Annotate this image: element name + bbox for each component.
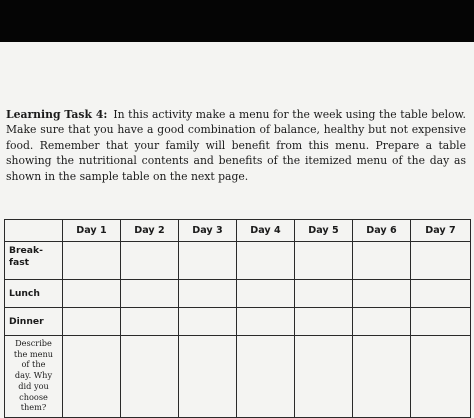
breakfast-row [5, 242, 471, 280]
row-label-dinner: Dinner [5, 308, 63, 336]
menu-cell[interactable] [179, 336, 237, 418]
top-black-bar [0, 0, 474, 42]
describe-row [5, 336, 471, 418]
menu-cell[interactable] [237, 280, 295, 308]
menu-cell[interactable] [179, 280, 237, 308]
task-body: In this activity make a menu for the week using the table below. Make sure that you have a good combination of balance, healthy but not expensive food. Remember that your family will benefit from this menu. Prepare a table showing the nutritional contents and benefits of the itemized menu of the day as shown in the sample table on the next page. [6, 108, 466, 183]
menu-cell[interactable] [63, 242, 121, 280]
row-label-lunch: Lunch [5, 280, 63, 308]
menu-cell[interactable] [411, 336, 471, 418]
menu-cell[interactable] [63, 336, 121, 418]
menu-cell[interactable] [237, 308, 295, 336]
menu-cell[interactable] [121, 280, 179, 308]
menu-cell[interactable] [353, 280, 411, 308]
day-header: Day 2 [121, 220, 179, 242]
task-title: Learning Task 4: [6, 108, 108, 121]
day-header: Day 1 [63, 220, 121, 242]
day-header: Day 7 [411, 220, 471, 242]
menu-cell[interactable] [295, 280, 353, 308]
menu-cell[interactable] [353, 242, 411, 280]
weekly-menu-table [4, 219, 471, 418]
menu-cell[interactable] [121, 242, 179, 280]
menu-cell[interactable] [353, 336, 411, 418]
lunch-row [5, 280, 471, 308]
menu-cell[interactable] [411, 242, 471, 280]
menu-cell[interactable] [237, 242, 295, 280]
row-label-describe: Describe the menu of the day. Why did you choose them? [5, 336, 63, 418]
menu-cell[interactable] [121, 308, 179, 336]
day-header: Day 3 [179, 220, 237, 242]
menu-cell[interactable] [63, 308, 121, 336]
row-label-breakfast: Break- fast [5, 242, 63, 280]
menu-cell[interactable] [295, 336, 353, 418]
menu-cell[interactable] [237, 336, 295, 418]
header-corner-cell [5, 220, 63, 242]
menu-cell[interactable] [63, 280, 121, 308]
day-header: Day 6 [353, 220, 411, 242]
menu-cell[interactable] [411, 308, 471, 336]
menu-cell[interactable] [179, 242, 237, 280]
learning-task-instructions [6, 107, 466, 184]
dinner-row [5, 308, 471, 336]
menu-cell[interactable] [411, 280, 471, 308]
menu-cell[interactable] [353, 308, 411, 336]
menu-cell[interactable] [121, 336, 179, 418]
menu-cell[interactable] [179, 308, 237, 336]
day-header: Day 5 [295, 220, 353, 242]
header-row [5, 220, 471, 242]
menu-cell[interactable] [295, 242, 353, 280]
menu-cell[interactable] [295, 308, 353, 336]
day-header: Day 4 [237, 220, 295, 242]
